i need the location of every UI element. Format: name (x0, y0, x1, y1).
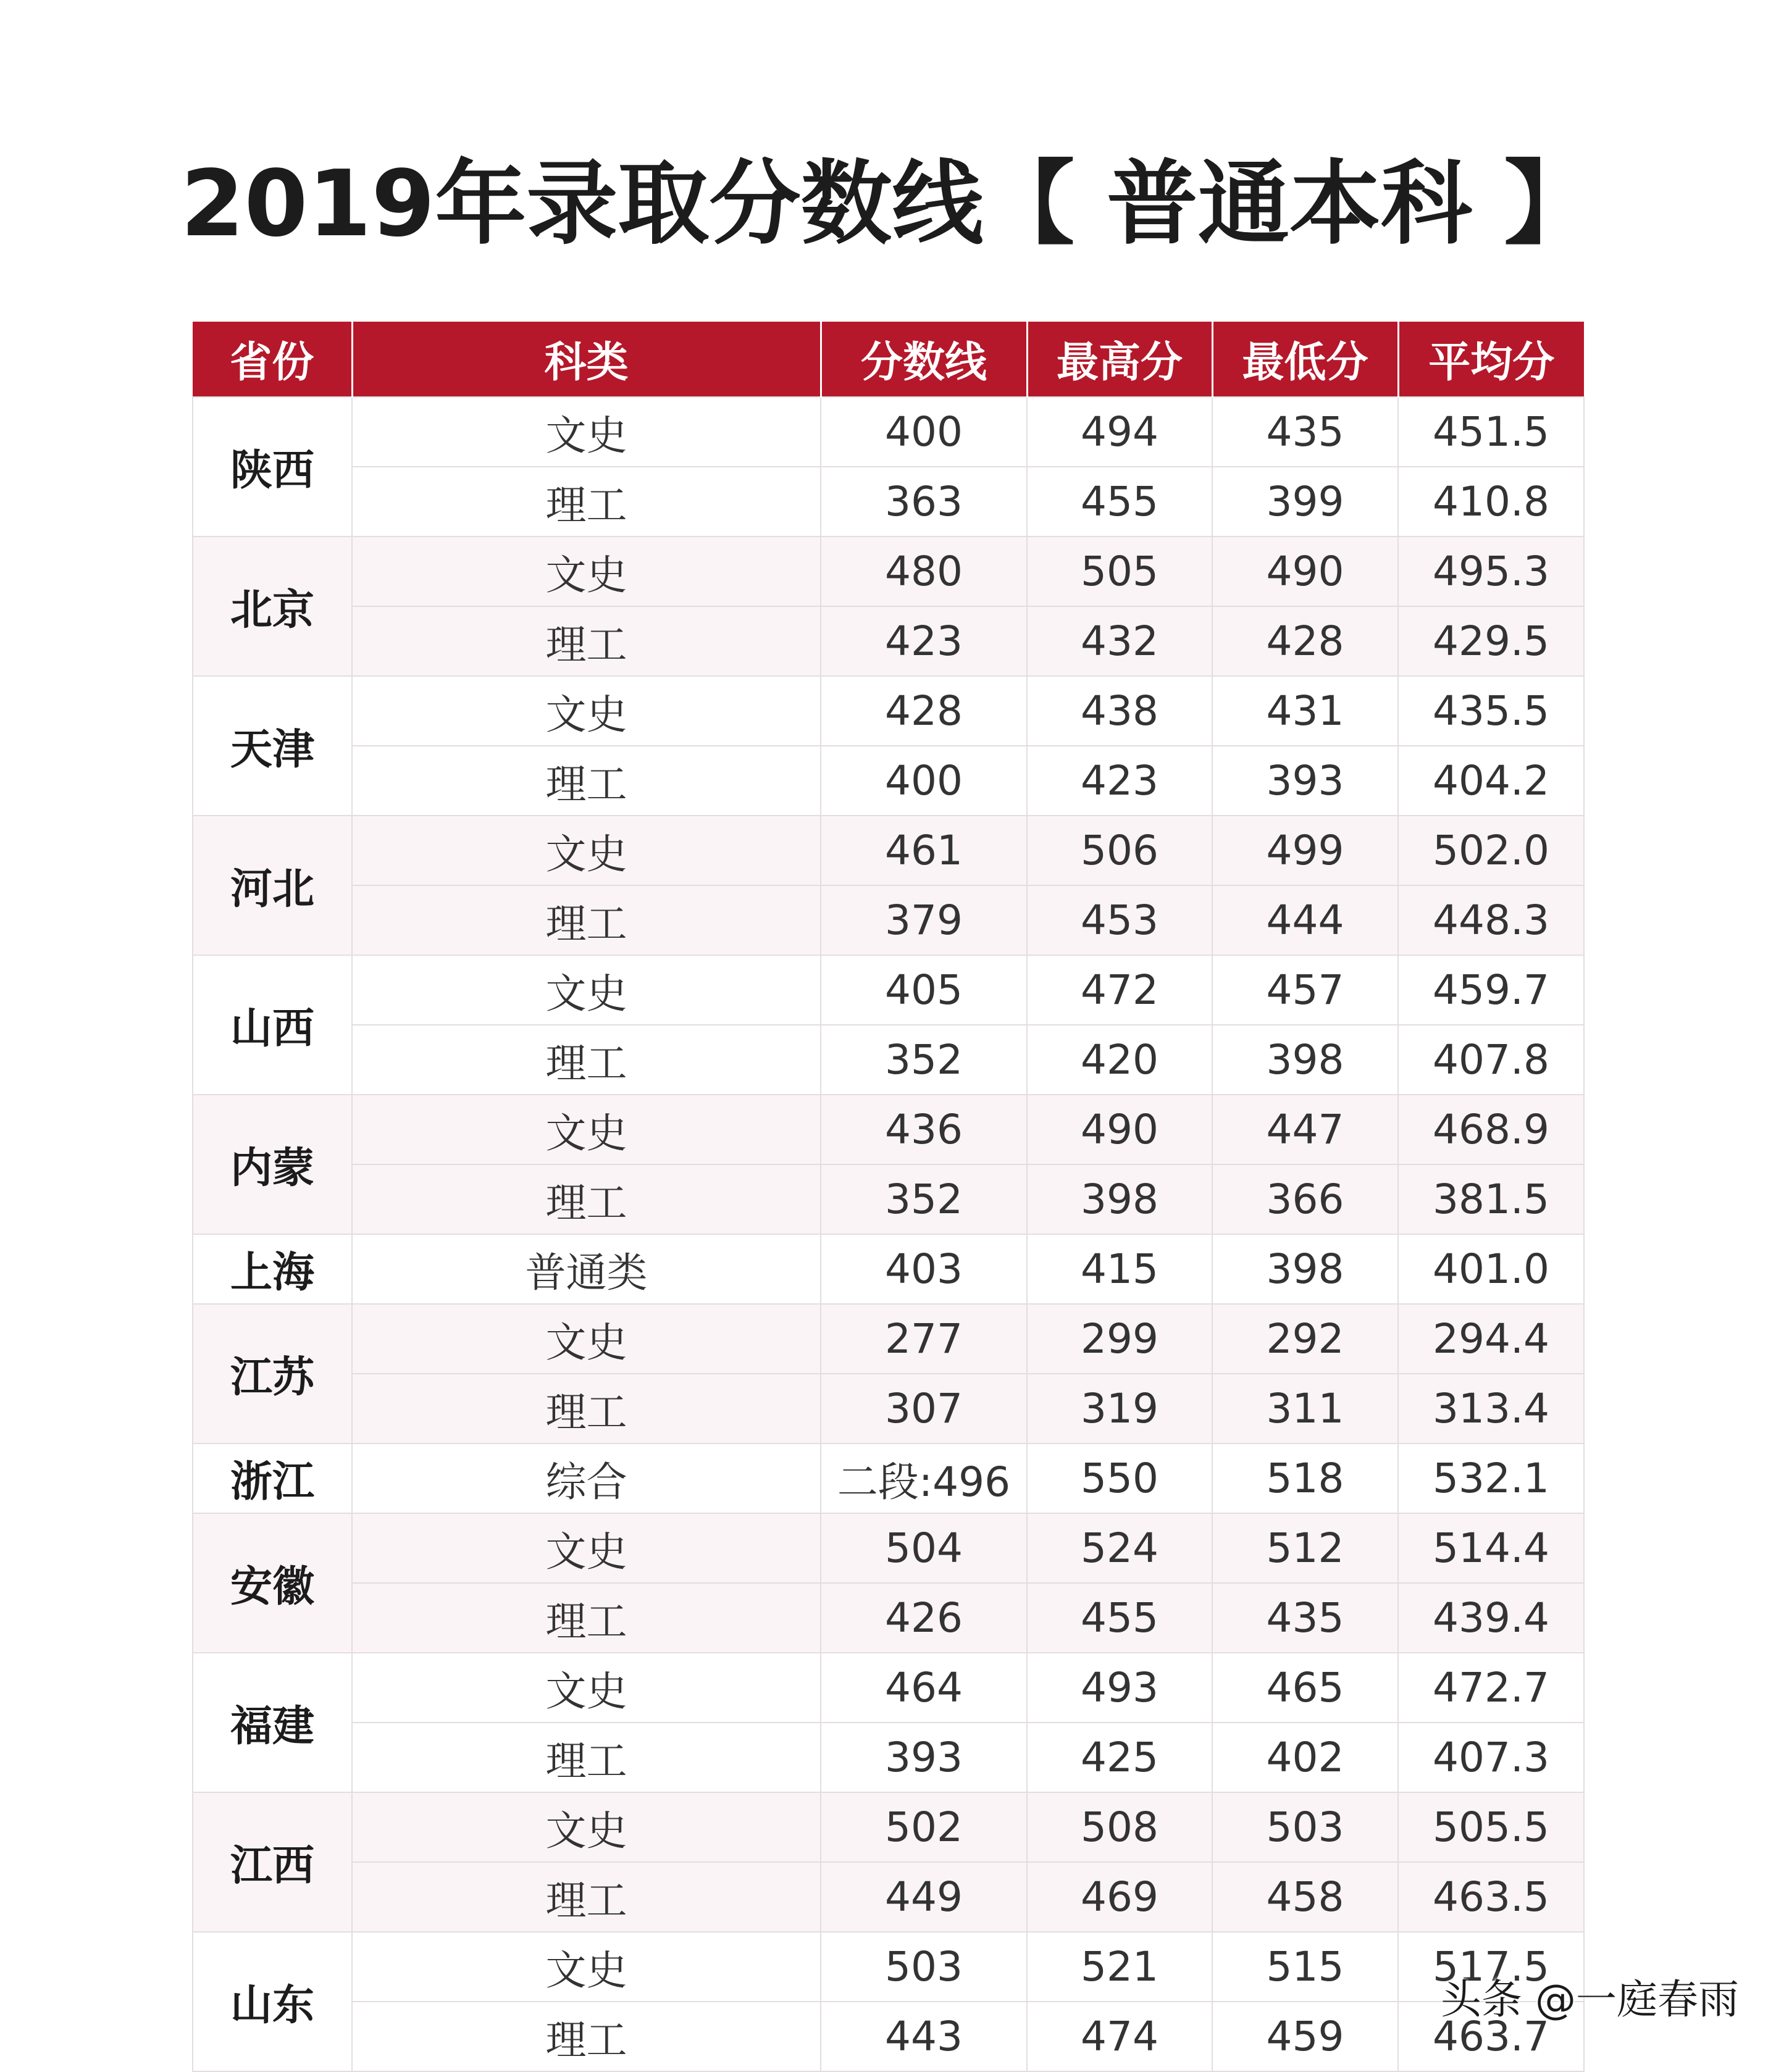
cell-max-score: 425 (1027, 1723, 1212, 1792)
cell-average-score: 294.4 (1398, 1304, 1584, 1374)
cell-province: 陕西 (193, 397, 352, 537)
table-row (193, 537, 1584, 606)
cell-average-score: 468.9 (1398, 1095, 1584, 1164)
cell-category: 文史 (352, 955, 821, 1025)
table-row (193, 1792, 1584, 1862)
cell-min-score: 402 (1212, 1723, 1398, 1792)
table-row (193, 397, 1584, 467)
cell-province: 上海 (193, 1234, 352, 1304)
table-row (193, 955, 1584, 1025)
cell-cutoff-line: 400 (821, 397, 1027, 467)
cell-max-score: 521 (1027, 1932, 1212, 2002)
cell-average-score: 463.5 (1398, 1862, 1584, 1932)
cell-average-score: 505.5 (1398, 1792, 1584, 1862)
table-row (193, 1234, 1584, 1304)
cell-max-score: 453 (1027, 885, 1212, 955)
cell-cutoff-line: 503 (821, 1932, 1027, 2002)
cell-min-score: 459 (1212, 2002, 1398, 2071)
cell-average-score: 448.3 (1398, 885, 1584, 955)
cell-average-score: 429.5 (1398, 606, 1584, 676)
cell-category: 理工 (352, 1723, 821, 1792)
cell-max-score: 398 (1027, 1164, 1212, 1234)
cell-max-score: 469 (1027, 1862, 1212, 1932)
table-row (193, 1723, 1584, 1792)
cell-average-score: 439.4 (1398, 1583, 1584, 1653)
cell-average-score: 514.4 (1398, 1513, 1584, 1583)
cell-min-score: 366 (1212, 1164, 1398, 1234)
cell-cutoff-line: 400 (821, 746, 1027, 816)
cell-cutoff-line: 423 (821, 606, 1027, 676)
cell-category: 文史 (352, 1932, 821, 2002)
table-row (193, 1025, 1584, 1095)
cell-average-score: 407.3 (1398, 1723, 1584, 1792)
cell-average-score: 472.7 (1398, 1653, 1584, 1723)
cell-category: 理工 (352, 1583, 821, 1653)
cell-category: 理工 (352, 2002, 821, 2071)
cell-category: 文史 (352, 816, 821, 885)
table-row (193, 1095, 1584, 1164)
cell-cutoff-line: 352 (821, 1164, 1027, 1234)
cell-max-score: 299 (1027, 1304, 1212, 1374)
cell-cutoff-line: 464 (821, 1653, 1027, 1723)
cell-average-score: 517.5 (1398, 1932, 1584, 2002)
cell-max-score: 524 (1027, 1513, 1212, 1583)
page-title: 2019年录取分数线【 普通本科 】 (180, 151, 1596, 257)
header-min-score: 最低分 (1212, 322, 1398, 397)
header-province: 省份 (193, 322, 352, 397)
cell-cutoff-line: 405 (821, 955, 1027, 1025)
cell-cutoff-line: 393 (821, 1723, 1027, 1792)
cell-province: 江西 (193, 1792, 352, 1932)
table-row (193, 816, 1584, 885)
table-row (193, 1513, 1584, 1583)
cell-max-score: 415 (1027, 1234, 1212, 1304)
table-row (193, 1583, 1584, 1653)
cell-province: 江苏 (193, 1304, 352, 1443)
cell-category: 理工 (352, 885, 821, 955)
cell-min-score: 490 (1212, 537, 1398, 606)
cell-min-score: 515 (1212, 1932, 1398, 2002)
cell-min-score: 435 (1212, 397, 1398, 467)
cell-average-score: 495.3 (1398, 537, 1584, 606)
cell-category: 文史 (352, 1095, 821, 1164)
cell-max-score: 505 (1027, 537, 1212, 606)
cell-min-score: 518 (1212, 1443, 1398, 1513)
cell-cutoff-line: 277 (821, 1304, 1027, 1374)
cell-category: 理工 (352, 1862, 821, 1932)
cell-min-score: 393 (1212, 746, 1398, 816)
watermark: 头条 @一庭春雨 (1441, 1976, 1739, 2023)
cell-min-score: 399 (1212, 467, 1398, 537)
cell-min-score: 503 (1212, 1792, 1398, 1862)
cell-category: 文史 (352, 1513, 821, 1583)
cell-average-score: 532.1 (1398, 1443, 1584, 1513)
cell-province: 天津 (193, 676, 352, 816)
table-row (193, 2002, 1584, 2071)
cell-max-score: 550 (1027, 1443, 1212, 1513)
cell-category: 理工 (352, 606, 821, 676)
table-row (193, 1932, 1584, 2002)
cell-province: 安徽 (193, 1513, 352, 1653)
cell-province: 内蒙 (193, 1095, 352, 1234)
table-row (193, 467, 1584, 537)
table-row (193, 1443, 1584, 1513)
admission-score-table (192, 322, 1585, 2072)
cell-category: 理工 (352, 467, 821, 537)
cell-category: 理工 (352, 1164, 821, 1234)
cell-min-score: 398 (1212, 1234, 1398, 1304)
table-row (193, 885, 1584, 955)
cell-max-score: 432 (1027, 606, 1212, 676)
table-row (193, 1653, 1584, 1723)
cell-province: 福建 (193, 1653, 352, 1792)
cell-average-score: 401.0 (1398, 1234, 1584, 1304)
cell-cutoff-line: 443 (821, 2002, 1027, 2071)
cell-max-score: 490 (1027, 1095, 1212, 1164)
cell-min-score: 292 (1212, 1304, 1398, 1374)
cell-min-score: 447 (1212, 1095, 1398, 1164)
cell-cutoff-line: 428 (821, 676, 1027, 746)
cell-min-score: 435 (1212, 1583, 1398, 1653)
cell-category: 理工 (352, 1025, 821, 1095)
cell-province: 山东 (193, 1932, 352, 2071)
table-row (193, 746, 1584, 816)
cell-cutoff-line: 461 (821, 816, 1027, 885)
header-category: 科类 (352, 322, 821, 397)
cell-min-score: 444 (1212, 885, 1398, 955)
cell-min-score: 457 (1212, 955, 1398, 1025)
cell-province: 北京 (193, 537, 352, 676)
table-row (193, 606, 1584, 676)
cell-max-score: 423 (1027, 746, 1212, 816)
cell-max-score: 508 (1027, 1792, 1212, 1862)
cell-max-score: 438 (1027, 676, 1212, 746)
table-row (193, 1862, 1584, 1932)
table-body (193, 397, 1584, 2071)
cell-min-score: 398 (1212, 1025, 1398, 1095)
cell-category: 文史 (352, 537, 821, 606)
admission-score-table-container (192, 322, 1583, 2072)
table-row (193, 1374, 1584, 1443)
cell-min-score: 512 (1212, 1513, 1398, 1583)
cell-cutoff-line: 426 (821, 1583, 1027, 1653)
header-max-score: 最高分 (1027, 322, 1212, 397)
cell-category: 文史 (352, 676, 821, 746)
header-average-score: 平均分 (1398, 322, 1584, 397)
cell-average-score: 502.0 (1398, 816, 1584, 885)
cell-category: 文史 (352, 1792, 821, 1862)
cell-province: 山西 (193, 955, 352, 1095)
cell-category: 普通类 (352, 1234, 821, 1304)
cell-average-score: 313.4 (1398, 1374, 1584, 1443)
cell-category: 综合 (352, 1443, 821, 1513)
cell-cutoff-line: 307 (821, 1374, 1027, 1443)
cell-average-score: 459.7 (1398, 955, 1584, 1025)
cell-category: 文史 (352, 397, 821, 467)
header-cutoff-line: 分数线 (821, 322, 1027, 397)
cell-cutoff-line: 480 (821, 537, 1027, 606)
cell-max-score: 455 (1027, 467, 1212, 537)
cell-province: 河北 (193, 816, 352, 955)
table-row (193, 1164, 1584, 1234)
cell-category: 理工 (352, 1374, 821, 1443)
cell-average-score: 410.8 (1398, 467, 1584, 537)
cell-average-score: 407.8 (1398, 1025, 1584, 1095)
cell-max-score: 319 (1027, 1374, 1212, 1443)
cell-category: 理工 (352, 746, 821, 816)
cell-max-score: 455 (1027, 1583, 1212, 1653)
cell-min-score: 458 (1212, 1862, 1398, 1932)
cell-average-score: 381.5 (1398, 1164, 1584, 1234)
cell-min-score: 431 (1212, 676, 1398, 746)
cell-min-score: 428 (1212, 606, 1398, 676)
cell-cutoff-line: 403 (821, 1234, 1027, 1304)
table-header-row (193, 322, 1584, 397)
cell-average-score: 435.5 (1398, 676, 1584, 746)
cell-cutoff-line: 504 (821, 1513, 1027, 1583)
cell-cutoff-line: 352 (821, 1025, 1027, 1095)
cell-cutoff-line: 379 (821, 885, 1027, 955)
cell-cutoff-line: 436 (821, 1095, 1027, 1164)
cell-average-score: 451.5 (1398, 397, 1584, 467)
cell-max-score: 493 (1027, 1653, 1212, 1723)
cell-min-score: 499 (1212, 816, 1398, 885)
cell-category: 文史 (352, 1304, 821, 1374)
cell-cutoff-line: 363 (821, 467, 1027, 537)
cell-max-score: 506 (1027, 816, 1212, 885)
cell-cutoff-line: 502 (821, 1792, 1027, 1862)
cell-min-score: 311 (1212, 1374, 1398, 1443)
cell-max-score: 474 (1027, 2002, 1212, 2071)
cell-min-score: 465 (1212, 1653, 1398, 1723)
cell-cutoff-line: 二段:496 (821, 1443, 1027, 1513)
cell-average-score: 404.2 (1398, 746, 1584, 816)
cell-province: 浙江 (193, 1443, 352, 1513)
table-row (193, 1304, 1584, 1374)
cell-cutoff-line: 449 (821, 1862, 1027, 1932)
cell-max-score: 472 (1027, 955, 1212, 1025)
cell-max-score: 494 (1027, 397, 1212, 467)
cell-category: 文史 (352, 1653, 821, 1723)
cell-average-score: 463.7 (1398, 2002, 1584, 2071)
table-row (193, 676, 1584, 746)
cell-max-score: 420 (1027, 1025, 1212, 1095)
